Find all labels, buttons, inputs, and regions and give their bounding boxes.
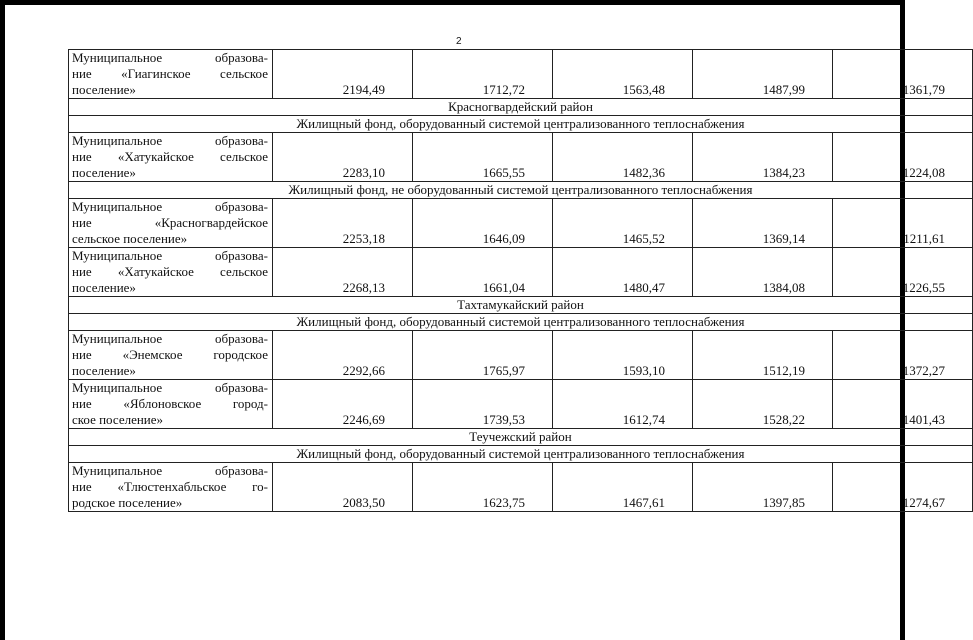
section-header: Жилищный фонд, оборудованный системой централизованного теплоснабжения (69, 116, 973, 133)
section-header: Тахтамукайский район (69, 297, 973, 314)
value-cell: 1487,99 (693, 50, 833, 99)
value-cell: 2253,18 (273, 199, 413, 248)
municipality-name (69, 199, 273, 248)
value-cell: 1623,75 (413, 463, 553, 512)
municipality-name-line: ние «Энемское городское (72, 347, 268, 362)
value-cell: 1397,85 (693, 463, 833, 512)
municipality-name-line: Муниципальное образова- (72, 133, 268, 148)
municipality-name-line: ское поселение» (72, 412, 164, 427)
value-cell: 1467,61 (553, 463, 693, 512)
value-cell: 1211,61 (833, 199, 973, 248)
value-cell: 2283,10 (273, 133, 413, 182)
value-cell: 1765,97 (413, 331, 553, 380)
section-header-row (69, 446, 973, 463)
value-cell: 1646,09 (413, 199, 553, 248)
table-row (69, 248, 973, 297)
section-header: Жилищный фонд, оборудованный системой централизованного теплоснабжения (69, 446, 973, 463)
table-row (69, 199, 973, 248)
table-row (69, 50, 973, 99)
municipality-name-line: Муниципальное образова- (72, 199, 268, 214)
section-header-row (69, 116, 973, 133)
municipality-name-line: поселение» (72, 280, 136, 295)
page-number: 2 (456, 36, 462, 47)
municipality-name-line: поселение» (72, 82, 136, 97)
municipality-name-line: Муниципальное образова- (72, 331, 268, 346)
value-cell: 1361,79 (833, 50, 973, 99)
value-cell: 1512,19 (693, 331, 833, 380)
municipality-name-line: ние «Гиагинское сельское (72, 66, 268, 81)
section-header-row (69, 182, 973, 199)
section-header: Жилищный фонд, не оборудованный системой централизованного теплоснабжения (69, 182, 973, 199)
municipality-name-line: Муниципальное образова- (72, 380, 268, 395)
value-cell: 2268,13 (273, 248, 413, 297)
value-cell: 1274,67 (833, 463, 973, 512)
municipality-name (69, 463, 273, 512)
value-cell: 1482,36 (553, 133, 693, 182)
value-cell: 1563,48 (553, 50, 693, 99)
municipality-name-line: ние «Хатукайское сельское (72, 149, 268, 164)
value-cell: 1372,27 (833, 331, 973, 380)
value-cell: 2083,50 (273, 463, 413, 512)
municipality-name (69, 50, 273, 99)
municipality-name-line: поселение» (72, 363, 136, 378)
municipality-name-line: Муниципальное образова- (72, 463, 268, 478)
section-header-row (69, 314, 973, 331)
value-cell: 1224,08 (833, 133, 973, 182)
tariff-table (68, 49, 973, 512)
value-cell: 1384,08 (693, 248, 833, 297)
page-frame-top (0, 0, 905, 5)
municipality-name-line: ние «Тлюстенхабльское го- (72, 479, 268, 494)
municipality-name-line: сельское поселение» (72, 231, 188, 246)
value-cell: 2246,69 (273, 380, 413, 429)
value-cell: 1612,74 (553, 380, 693, 429)
value-cell: 1480,47 (553, 248, 693, 297)
value-cell: 2292,66 (273, 331, 413, 380)
value-cell: 1593,10 (553, 331, 693, 380)
municipality-name-line: Муниципальное образова- (72, 50, 268, 65)
value-cell: 1369,14 (693, 199, 833, 248)
municipality-name (69, 248, 273, 297)
table-row (69, 331, 973, 380)
municipality-name-line: родское поселение» (72, 495, 183, 510)
value-cell: 1712,72 (413, 50, 553, 99)
section-header: Теучежский район (69, 429, 973, 446)
value-cell: 1226,55 (833, 248, 973, 297)
section-header: Красногвардейский район (69, 99, 973, 116)
value-cell: 1528,22 (693, 380, 833, 429)
value-cell: 1665,55 (413, 133, 553, 182)
section-header-row (69, 297, 973, 314)
table-row (69, 380, 973, 429)
value-cell: 2194,49 (273, 50, 413, 99)
value-cell: 1739,53 (413, 380, 553, 429)
municipality-name-line: ние «Яблоновское город- (72, 396, 268, 411)
table-row (69, 133, 973, 182)
municipality-name-line: поселение» (72, 165, 136, 180)
section-header-row (69, 429, 973, 446)
value-cell: 1661,04 (413, 248, 553, 297)
value-cell: 1401,43 (833, 380, 973, 429)
municipality-name (69, 133, 273, 182)
value-cell: 1384,23 (693, 133, 833, 182)
section-header: Жилищный фонд, оборудованный системой централизованного теплоснабжения (69, 314, 973, 331)
municipality-name (69, 331, 273, 380)
section-header-row (69, 99, 973, 116)
value-cell: 1465,52 (553, 199, 693, 248)
municipality-name (69, 380, 273, 429)
table-row (69, 463, 973, 512)
municipality-name-line: ние «Красногвардейское (72, 215, 268, 230)
page-frame-left (0, 0, 5, 640)
municipality-name-line: Муниципальное образова- (72, 248, 268, 263)
municipality-name-line: ние «Хатукайское сельское (72, 264, 268, 279)
tariff-table-body (69, 50, 973, 512)
